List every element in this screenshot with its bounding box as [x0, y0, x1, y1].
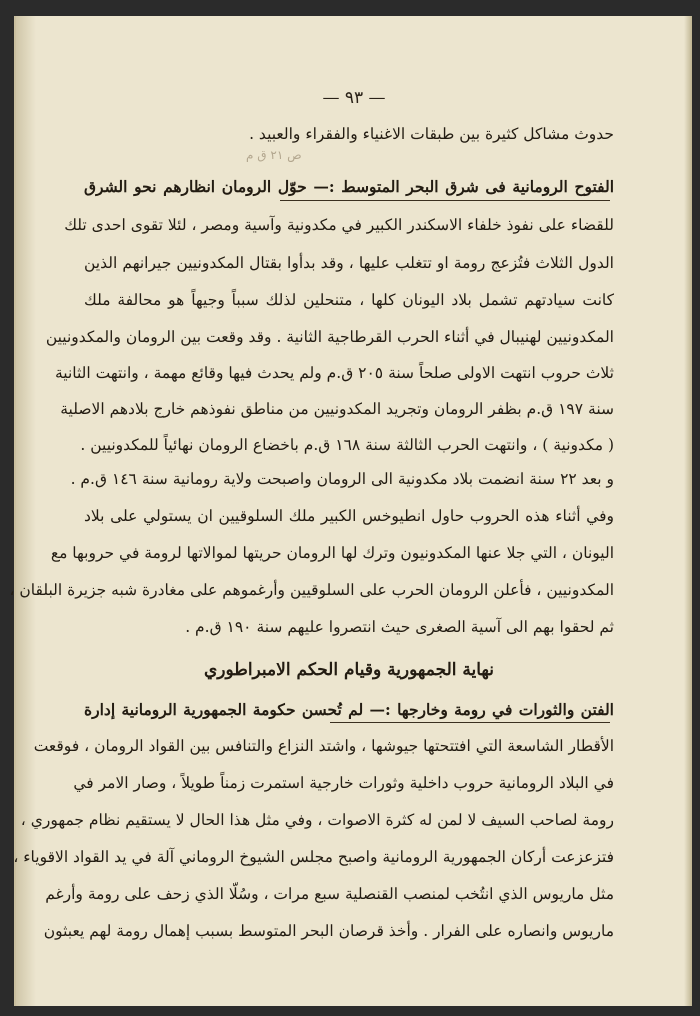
text-line-17: الأقطار الشاسعة التي افتتحتها جيوشها ، واشتد النزاع والتنافس بين القواد الرومان ، فوقعت	[33, 737, 614, 755]
text-line-14: ثم لحقوا بهم الى آسية الصغرى حيث انتصروا عليهم سنة ١٩٠ ق.م .	[185, 618, 614, 636]
text-line-10: و بعد ٢٢ سنة انضمت بلاد مكدونية الى الرومان واصبحت ولاية رومانية سنة ١٤٦ ق.م .	[70, 470, 614, 488]
text-line-21: مثل ماريوس الذي انتُخب لمنصب القنصلية سبع مرات ، وسُلّا الذي زحف على رومة وأرغم	[45, 885, 614, 903]
text-line-5: كانت سيادتهم تشمل بلاد اليونان كلها ، متنحلين لذلك سبباً وجيهاً هو محالفة ملك	[84, 291, 614, 309]
chapter-heading-end-of-republic: نهاية الجمهورية وقيام الحكم الامبراطوري	[204, 660, 494, 680]
text-line-13: المكدونيين ، فأعلن الرومان الحرب على السلوقيين وأرغموهم على مغادرة شبه جزيرة البلقان ،	[9, 581, 614, 599]
text-line-9: ( مكدونية ) ، وانتهت الحرب الثالثة سنة ١٦٨ ق.م باخضاع الرومان نهائياً للمكدونيين .	[80, 436, 614, 454]
text-line-7: ثلاث حروب انتهت الاولى صلحاً سنة ٢٠٥ ق.م ولم يحدث فيها وقائع مهمة ، وانتهت الثانية	[54, 364, 614, 382]
pencil-margin-note: ص ٢١ ق م	[246, 148, 302, 162]
text-line-20: فتزعزعت أركان الجمهورية الرومانية واصبح مجلس الشيوخ الروماني آلة في يد القواد الاقوياء ،	[13, 848, 614, 866]
text-line-22: ماريوس وانصاره على الفرار . وأخذ قرصان البحر المتوسط بسبب إهمال رومة لهم يعبثون	[43, 922, 614, 940]
section-heading-revolts: الفتن والثورات في رومة وخارجها :— لم تُحسن حكومة الجمهورية الرومانية إدارة	[84, 700, 614, 719]
text-line-18: في البلاد الرومانية حروب داخلية وثورات خارجية استمرت زمناً طويلاً ، وصار الامر في	[73, 774, 614, 792]
text-line-8: سنة ١٩٧ ق.م بظفر الرومان وتجريد المكدونيين من مناطق نفوذهم خارج بلادهم الاصلية	[60, 400, 614, 418]
page-number: — ٩٣ —	[322, 88, 386, 108]
page-edge-shadow	[684, 16, 692, 1006]
text-line-1: حدوث مشاكل كثيرة بين طبقات الاغنياء والفقراء والعبيد .	[249, 125, 614, 143]
text-line-12: اليونان ، التي جلا عنها المكدونيون وترك لها الرومان حريتها لموالاتها لرومة في حروبها مع	[50, 544, 614, 562]
text-line-3: للقضاء على نفوذ خلفاء الاسكندر الكبير في مكدونية وآسية ومصر ، لئلا تقوى احدى تلك	[64, 216, 614, 234]
section-heading-eastern-conquests: الفتوح الرومانية فى شرق البحر المتوسط :— حوّل الرومان انظارهم نحو الشرق	[84, 177, 614, 196]
text-line-19: رومة لصاحب السيف لا لمن له كثرة الاصوات ، وفي مثل هذا الحال لا يستقيم نظام جمهوري ،	[20, 811, 614, 829]
heading-underline-1	[280, 200, 610, 201]
heading-underline-2	[330, 722, 610, 723]
text-line-4: الدول الثلاث فتُزعج رومة او تتغلب عليها ، وقد بدأوا بقتال المكدونيين جيرانهم الذين	[84, 254, 614, 272]
text-line-6: المكدونيين لهنيبال في أثناء الحرب القرطاجية الثانية . وقد وقعت بين الرومان والمكدونيين	[45, 328, 614, 346]
text-line-11: وفي أثناء هذه الحروب حاول انطيوخس الكبير ملك السلوقيين ان يستولي على بلاد	[84, 507, 614, 525]
